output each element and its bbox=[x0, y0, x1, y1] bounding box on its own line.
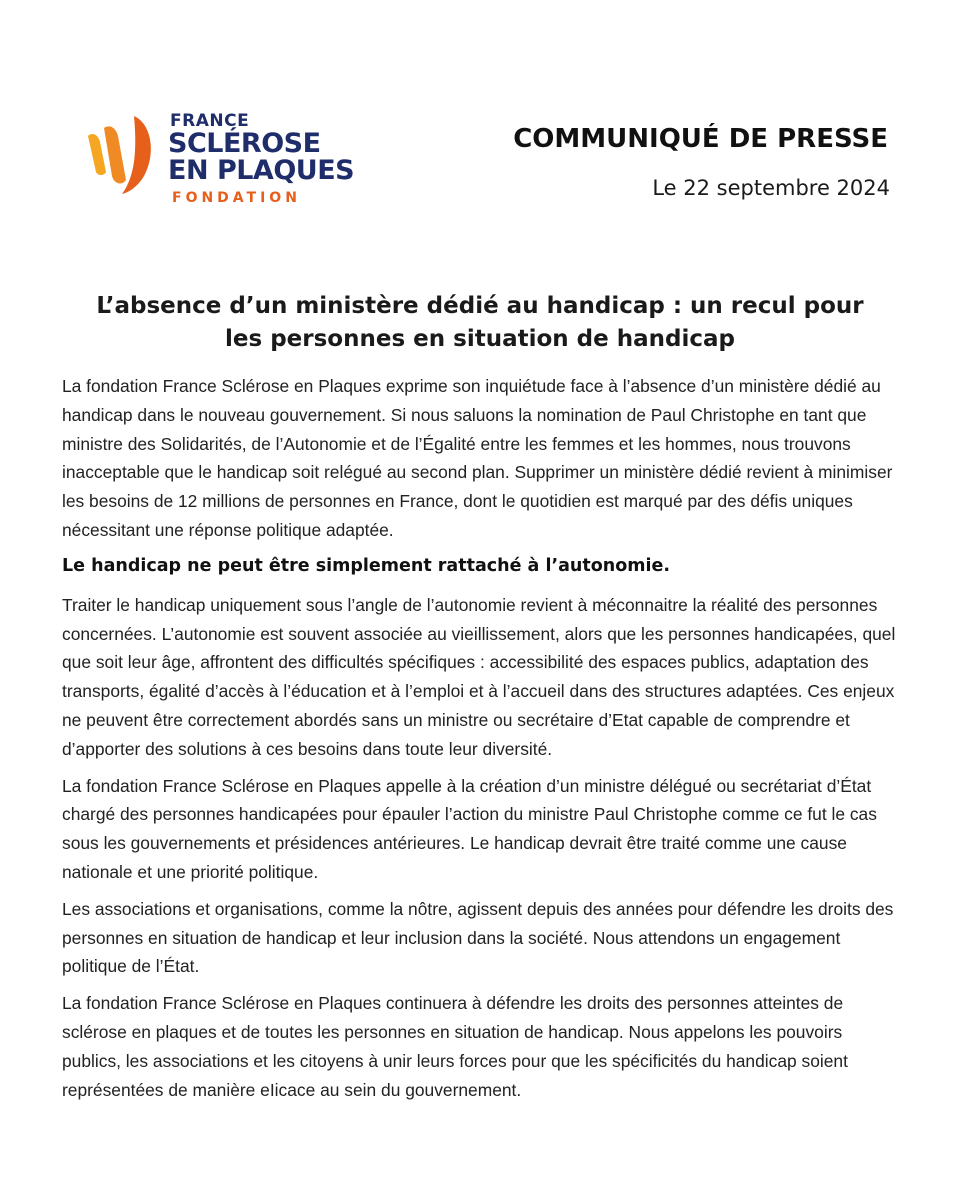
paragraph-intro: La fondation France Sclérose en Plaques exprime son inquiétude face à l’absence d’un ministère dédié au handicap dans le nouveau gouvernement. Si nous saluons la nomination de Paul Christophe en tant que ministre des Solidarités, de l’Autonomie et de l’Égalité entre les femmes et les hommes, nous trouvons inacceptable que le handicap soit relégué au second plan. Supprimer un ministère dédié revient à minimiser les besoins de 12 millions de personnes en France, dont le quotidien est marqué par des défis uniques nécessitant une réponse politique adaptée. bbox=[62, 376, 893, 540]
logo-mark-icon bbox=[82, 114, 158, 194]
article-subheading: Le handicap ne peut être simplement rattaché à l’autonomie. bbox=[62, 555, 670, 576]
logo-line-en-plaques: EN PLAQUES bbox=[168, 155, 355, 186]
paragraph-associations: Les associations et organisations, comme la nôtre, agissent depuis des années pour défendre les droits des personnes en situation de handicap et leur inclusion dans la société. Nous attendons un engagement politique de l’État. bbox=[62, 898, 894, 977]
press-release-date: Le 22 septembre 2024 bbox=[652, 176, 890, 200]
paragraph-conclusion: La fondation France Sclérose en Plaques continuera à défendre les droits des personnes atteintes de sclérose en plaques et de toutes les personnes en situation de handicap. Nous appelons les pouvoirs publics, les associations et les citoyens à unir leurs forces pour que les spécificités du handicap soient représentées de manière eIicace au sein du gouvernement. bbox=[62, 993, 848, 1100]
article-body bbox=[62, 372, 902, 1112]
logo-wordmark bbox=[168, 112, 368, 206]
logo-line-sclerose: SCLÉROSE bbox=[168, 128, 321, 159]
paragraph-appel: La fondation France Sclérose en Plaques appelle à la création d’un ministre délégué ou secrétariat d’État chargé des personnes handicapées pour épauler l’action du ministre Paul Christophe comme ce fut le cas sous les gouvernements et présidences antérieures. Le handicap devrait être traité comme une cause nationale et une priorité politique. bbox=[62, 775, 877, 882]
press-release-title: COMMUNIQUÉ DE PRESSE bbox=[513, 124, 888, 154]
logo-line-fondation: FONDATION bbox=[172, 190, 301, 206]
fondation-logo bbox=[82, 112, 362, 216]
article-headline: L’absence d’un ministère dédié au handicap : un recul pour les personnes en situation de handicap bbox=[96, 293, 864, 352]
logo-line-france: FRANCE bbox=[170, 111, 250, 131]
paragraph-autonomie: Traiter le handicap uniquement sous l’angle de l’autonomie revient à méconnaitre la réalité des personnes concernées. L’autonomie est souvent associée au vieillissement, alors que les personnes handicapées, quel que soit leur âge, affrontent des difficultés spécifiques : accessibilité des espaces publics, adaptation des transports, égalité d’accès à l’éducation et à l’emploi et à l’accueil dans des structures adaptées. Ces enjeux ne peuvent être correctement abordés sans un ministre ou secrétaire d’Etat capable de comprendre et d’apporter des solutions à ces besoins dans toute leur diversité. bbox=[62, 594, 896, 759]
